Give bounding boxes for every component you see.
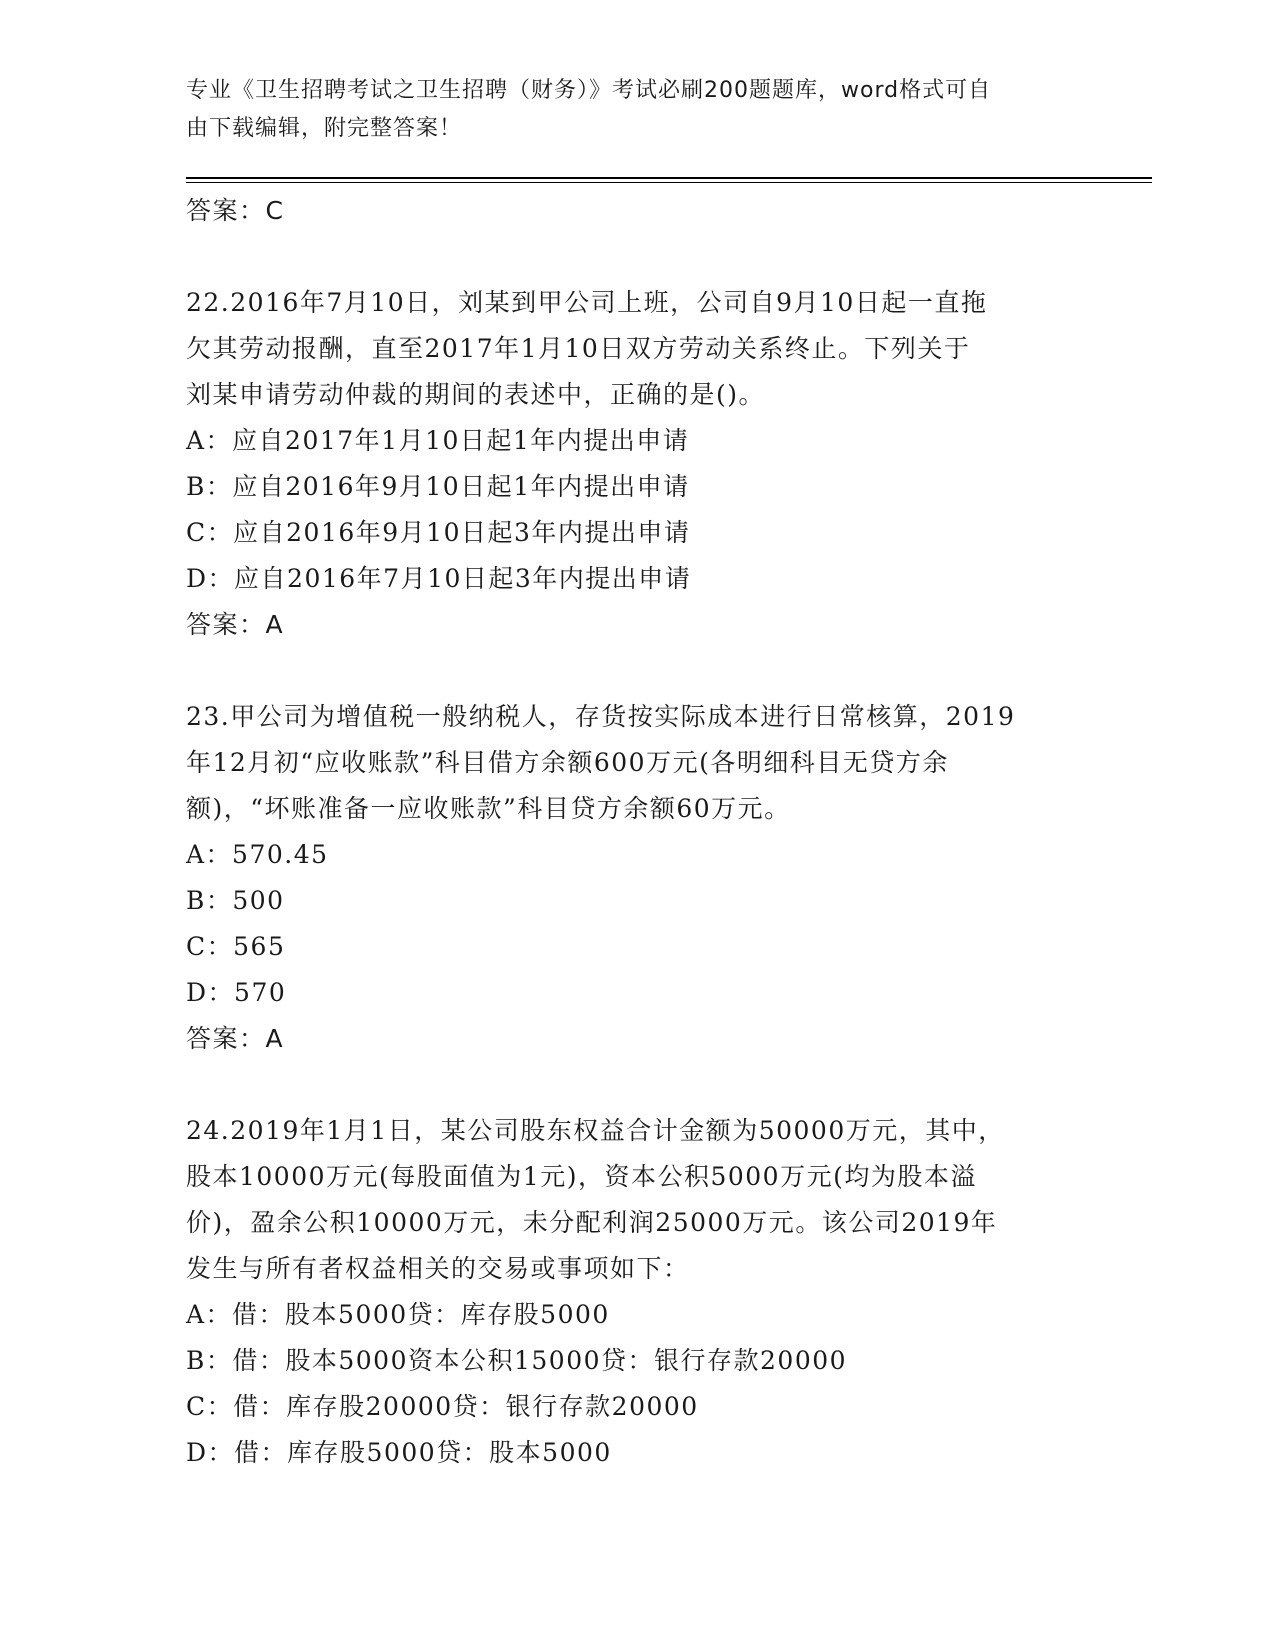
header-line-2: 由下载编辑，附完整答案！: [186, 116, 463, 141]
spacer: [186, 234, 1086, 280]
question-stem-line: 价)，盈余公积10000万元，未分配利润25000万元。该公司2019年: [186, 1208, 998, 1237]
option-c: C：565: [186, 932, 286, 961]
header-divider-thin: [186, 182, 1152, 183]
question-stem-line: 欠其劳动报酬，直至2017年1月10日双方劳动关系终止。下列关于: [186, 334, 971, 363]
option-d: D：应自2016年7月10日起3年内提出申请: [186, 564, 692, 593]
header-divider-thick: [186, 177, 1152, 179]
question-stem-line: 股本10000万元(每股面值为1元)，资本公积5000万元(均为股本溢: [186, 1162, 977, 1191]
answer-line: 答案：C: [186, 196, 285, 225]
option-a: A：借：股本5000贷：库存股5000: [186, 1300, 610, 1329]
document-header: [186, 72, 1086, 148]
option-a: A：570.45: [186, 840, 329, 869]
option-c: C：应自2016年9月10日起3年内提出申请: [186, 518, 691, 547]
answer-line: 答案：A: [186, 610, 285, 639]
header-line-1: 专业《卫生招聘考试之卫生招聘（财务）》考试必刷200题题库，word格式可自: [186, 78, 992, 103]
question-stem-line: 23.甲公司为增值税一般纳税人，存货按实际成本进行日常核算，2019: [186, 702, 1016, 731]
spacer: [186, 1062, 1086, 1108]
question-stem-line: 额)，“坏账准备一应收账款”科目贷方余额60万元。: [186, 794, 791, 823]
option-b: B：500: [186, 886, 285, 915]
question-stem-line: 刘某申请劳动仲裁的期间的表述中，正确的是()。: [186, 380, 766, 409]
option-d: D：借：库存股5000贷：股本5000: [186, 1438, 612, 1467]
question-24: [186, 1108, 1086, 1476]
option-d: D：570: [186, 978, 287, 1007]
question-stem-line: 发生与所有者权益相关的交易或事项如下：: [186, 1254, 690, 1283]
question-22: [186, 280, 1086, 648]
question-stem-line: 22.2016年7月10日，刘某到甲公司上班，公司自9月10日起一直拖: [186, 288, 988, 317]
question-stem-line: 年12月初“应收账款”科目借方余额600万元(各明细科目无贷方余: [186, 748, 949, 777]
spacer: [186, 648, 1086, 694]
question-stem-line: 24.2019年1月1日，某公司股东权益合计金额为50000万元，其中，: [186, 1116, 1005, 1145]
option-c: C：借：库存股20000贷：银行存款20000: [186, 1392, 699, 1421]
question-23: [186, 694, 1086, 1062]
option-b: B：应自2016年9月10日起1年内提出申请: [186, 472, 690, 501]
answer-line: 答案：A: [186, 1024, 285, 1053]
option-a: A：应自2017年1月10日起1年内提出申请: [186, 426, 690, 455]
option-b: B：借：股本5000资本公积15000贷：银行存款20000: [186, 1346, 848, 1375]
document-body: [186, 188, 1086, 1476]
